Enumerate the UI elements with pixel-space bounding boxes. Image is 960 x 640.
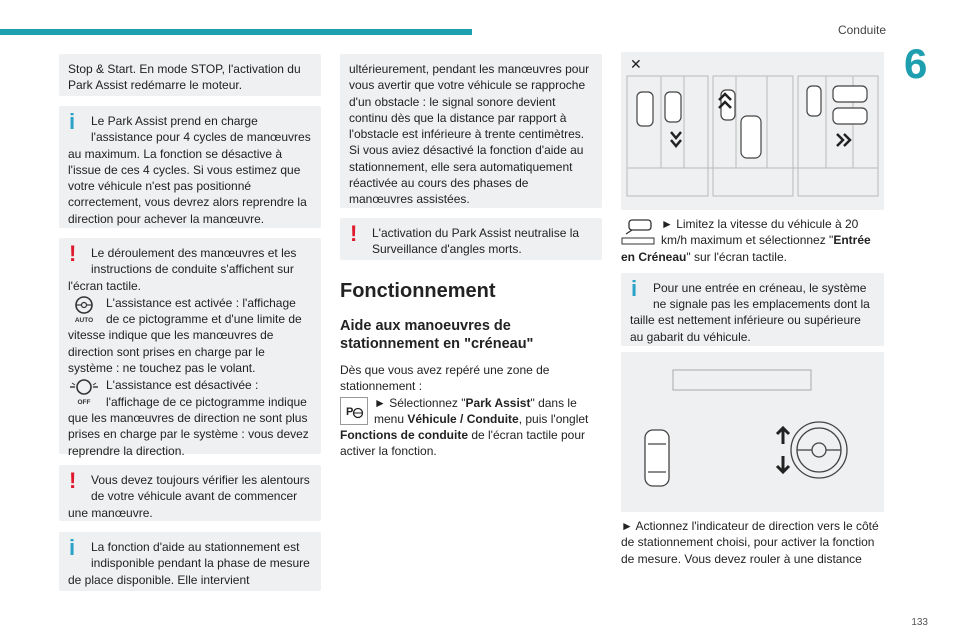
warning-box xyxy=(340,218,602,260)
parallel-entry-option: Entrée en Créneau xyxy=(621,233,871,264)
car-icon xyxy=(637,86,867,158)
info-box xyxy=(59,106,321,228)
page-number: 133 xyxy=(911,617,928,628)
svg-text:P: P xyxy=(346,405,354,418)
steering-auto-icon xyxy=(68,295,100,323)
parking-sequence-illustration xyxy=(621,52,884,210)
step-text: , puis l'onglet xyxy=(518,411,589,426)
chapter-color-bar xyxy=(0,29,472,35)
steering-off-icon xyxy=(68,377,100,405)
svg-text:AUTO: AUTO xyxy=(74,316,94,323)
assist-on-text: L'assistance est activée : l'affichage de ce pictogramme et d'une limite de vitesse indique que les manœuvres de direction sont prises en charge par le système : ne touchez pas le volant. xyxy=(68,295,302,376)
info-text: Pour une entrée en créneau, le système ne signale pas les emplacements dont la taille est nettement inférieure ou supérieure au gabarit du véhicule. xyxy=(630,280,870,344)
info-box xyxy=(621,273,884,346)
column-middle xyxy=(340,54,602,460)
assist-off-text: L'assistance est désactivée : l'affichage de ce pictogramme indique que les manœuvres de direction ne sont plus prises en charge par le système : vous devez reprendre la direction. xyxy=(68,378,309,458)
step-text: ► Sélectionnez " xyxy=(374,395,466,410)
step-text: de l'écran tactile pour activer la fonction. xyxy=(340,428,586,459)
tab-driving-functions: Fonctions de conduite xyxy=(340,428,468,443)
note-text: Stop & Start. En mode STOP, l'activation du Park Assist redémarre le moteur. xyxy=(68,62,301,93)
info-text: La fonction d'aide au stationnement est indisponible pendant la phase de mesure de place disponible. Elle intervient xyxy=(68,540,310,587)
info-text: Le Park Assist prend en charge l'assistance pour 4 cycles de manœuvres au maximum. La fonction se désactive à l'issue de ces 4 cycles. Si vous estimez que votre véhicule n'est pas positionné correctement, vous devrez alors reprendre la direction pour achever la manœuvre. xyxy=(68,114,311,226)
chapter-number: 6 xyxy=(904,40,928,87)
warning-text: Vous devez toujours vérifier les alentours de votre véhicule avant de commencer une manœuvre. xyxy=(68,473,310,520)
menu-vehicle-driving: Véhicule / Conduite xyxy=(407,411,519,426)
column-left xyxy=(59,54,321,591)
warning-icon: ! xyxy=(69,241,77,266)
warning-icon: ! xyxy=(350,221,358,246)
info-icon: i xyxy=(69,109,76,134)
warning-text: Le déroulement des manœuvres et les instructions de conduite s'affichent sur l'écran tactile. xyxy=(68,246,297,293)
park-assist-icon xyxy=(340,397,368,425)
step-turn-signal: ► Actionnez l'indicateur de direction vers le côté de stationnement choisi, pour activer la fonction de mesure. Vous devez rouler à une distance xyxy=(621,519,879,566)
parallel-parking-icon xyxy=(621,216,655,244)
note-text: ultérieurement, pendant les manœuvres pour vous avertir que votre véhicule se rapproche d'un obstacle : le signal sonore devient continu dès que la distance par rapport à l'obstacle est inférieure à trente centimètres. Si vous aviez désactivé la fonction d'aide au stationnement, elle sera automatiquement réactivée au cours des phases de manœuvres assistées. xyxy=(349,62,590,207)
menu-item-park-assist: Park Assist xyxy=(465,395,531,410)
section-heading: Fonctionnement xyxy=(340,280,496,302)
subsection-heading: Aide aux manoeuvres de stationnement en "créneau" xyxy=(340,318,534,352)
turn-signal-arrow-icon xyxy=(777,428,789,472)
column-right xyxy=(621,216,884,346)
warning-text: L'activation du Park Assist neutralise la Surveillance d'angles morts. xyxy=(372,226,580,257)
close-icon: ✕ xyxy=(630,57,642,73)
step-select-park-assist xyxy=(340,395,602,460)
warning-box xyxy=(59,238,321,458)
step-text: ► Limitez la vitesse du véhicule à 20 km/h maximum et sélectionnez " xyxy=(661,217,859,248)
warning-icon: ! xyxy=(69,468,77,493)
step-text: " sur l'écran tactile. xyxy=(686,249,787,264)
note-box xyxy=(59,54,321,96)
steering-wheel-icon xyxy=(791,422,847,478)
info-icon: i xyxy=(631,275,638,301)
turn-signal-illustration xyxy=(621,352,884,512)
step-limit-speed xyxy=(621,216,884,265)
warning-box-2 xyxy=(59,465,321,521)
intro-paragraph: Dès que vous avez repéré une zone de stationnement : xyxy=(340,363,550,394)
info-icon: i xyxy=(69,535,76,560)
car-icon xyxy=(645,430,669,486)
note-box xyxy=(340,54,602,208)
chapter-title: Conduite xyxy=(837,23,886,37)
svg-text:OFF: OFF xyxy=(77,399,91,406)
step-text: " dans le menu xyxy=(374,395,577,426)
info-box-2 xyxy=(59,532,321,591)
